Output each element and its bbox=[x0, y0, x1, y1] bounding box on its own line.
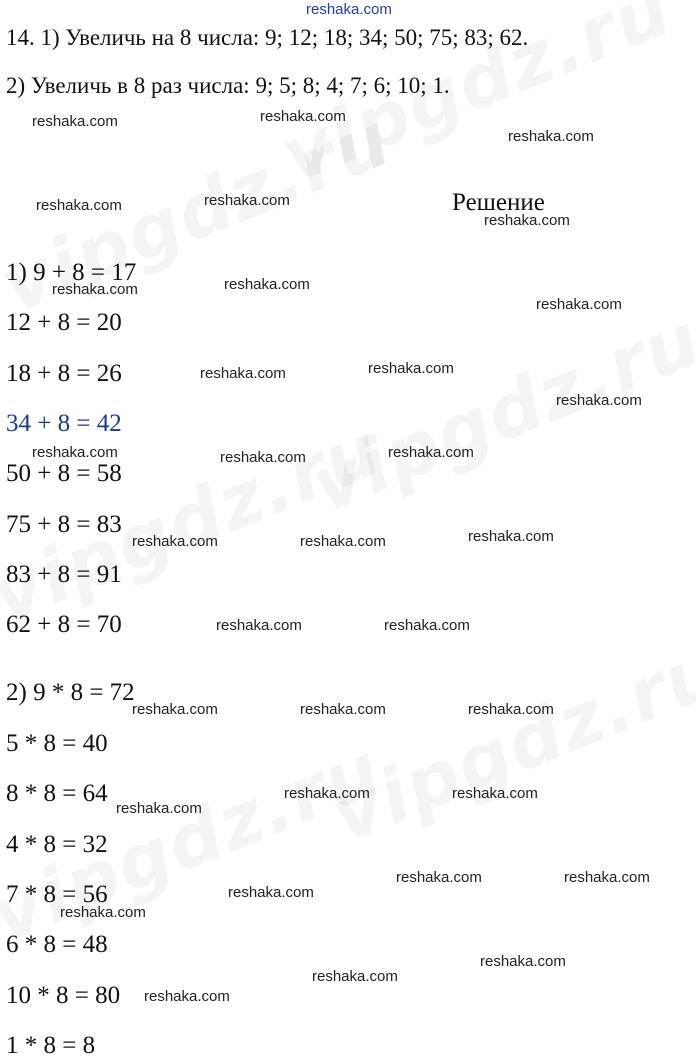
equation: 5 * 8 = 40 bbox=[6, 730, 108, 757]
watermark-small: reshaka.com bbox=[60, 904, 146, 921]
watermark-large bbox=[320, 626, 696, 860]
watermark-small: reshaka.com bbox=[200, 365, 286, 382]
watermark-small: reshaka.com bbox=[220, 449, 306, 466]
watermark-small: reshaka.com bbox=[32, 444, 118, 461]
equation: 4 * 8 = 32 bbox=[6, 831, 108, 858]
equation: 2) 9 * 8 = 72 bbox=[6, 679, 135, 706]
watermark-small: reshaka.com bbox=[132, 533, 218, 550]
watermark-small: reshaka.com bbox=[368, 360, 454, 377]
watermark-small: reshaka.com bbox=[36, 197, 122, 214]
watermark-small: reshaka.com bbox=[468, 528, 554, 545]
task-line-1: 14. 1) Увеличь на 8 числа: 9; 12; 18; 34; 50; 75; 83; 62. bbox=[6, 25, 529, 50]
equation: 7 * 8 = 56 bbox=[6, 881, 108, 908]
watermark-small: reshaka.com bbox=[508, 128, 594, 145]
equation: 62 + 8 = 70 bbox=[6, 611, 122, 638]
equation: 12 + 8 = 20 bbox=[6, 309, 122, 336]
watermark-small: reshaka.com bbox=[388, 444, 474, 461]
equation: 10 * 8 = 80 bbox=[6, 982, 121, 1009]
watermark-small: reshaka.com bbox=[204, 192, 290, 209]
equation: 75 + 8 = 83 bbox=[6, 511, 122, 538]
watermark-small: reshaka.com bbox=[228, 884, 314, 901]
watermark-small: reshaka.com bbox=[480, 953, 566, 970]
watermark-small: reshaka.com bbox=[260, 108, 346, 125]
equation: 6 * 8 = 48 bbox=[6, 931, 108, 958]
watermark-small: reshaka.com bbox=[52, 281, 138, 298]
watermark-small: reshaka.com bbox=[484, 212, 570, 229]
watermark-small: reshaka.com bbox=[284, 785, 370, 802]
watermark-top: reshaka.com bbox=[306, 1, 392, 18]
task-line-2: 2) Увеличь в 8 раз числа: 9; 5; 8; 4; 7; 6; 10; 1. bbox=[6, 73, 450, 98]
equation: 50 + 8 = 58 bbox=[6, 460, 122, 487]
watermark-small: reshaka.com bbox=[396, 869, 482, 886]
watermark-small: reshaka.com bbox=[144, 988, 230, 1005]
equation: 18 + 8 = 26 bbox=[6, 360, 122, 387]
watermark-small: reshaka.com bbox=[116, 800, 202, 817]
watermark-small: reshaka.com bbox=[564, 869, 650, 886]
equation: 8 * 8 = 64 bbox=[6, 780, 108, 807]
watermark-small: reshaka.com bbox=[216, 617, 302, 634]
equation: 34 + 8 = 42 bbox=[6, 410, 122, 437]
equation: 1) 9 + 8 = 17 bbox=[6, 259, 137, 286]
equation: 1 * 8 = 8 bbox=[6, 1032, 96, 1059]
watermark-small: reshaka.com bbox=[384, 617, 470, 634]
watermark-small: reshaka.com bbox=[300, 533, 386, 550]
watermark-small: reshaka.com bbox=[452, 785, 538, 802]
equation: 83 + 8 = 91 bbox=[6, 561, 122, 588]
watermark-small: reshaka.com bbox=[224, 276, 310, 293]
watermark-small: reshaka.com bbox=[468, 701, 554, 718]
solution-heading: Решение bbox=[452, 189, 545, 216]
watermark-small: reshaka.com bbox=[32, 113, 118, 130]
watermark-small: reshaka.com bbox=[300, 701, 386, 718]
watermark-small: reshaka.com bbox=[536, 296, 622, 313]
watermark-small: reshaka.com bbox=[556, 392, 642, 409]
watermark-large bbox=[300, 296, 696, 530]
watermark-small: reshaka.com bbox=[132, 701, 218, 718]
watermark-small: reshaka.com bbox=[312, 968, 398, 985]
